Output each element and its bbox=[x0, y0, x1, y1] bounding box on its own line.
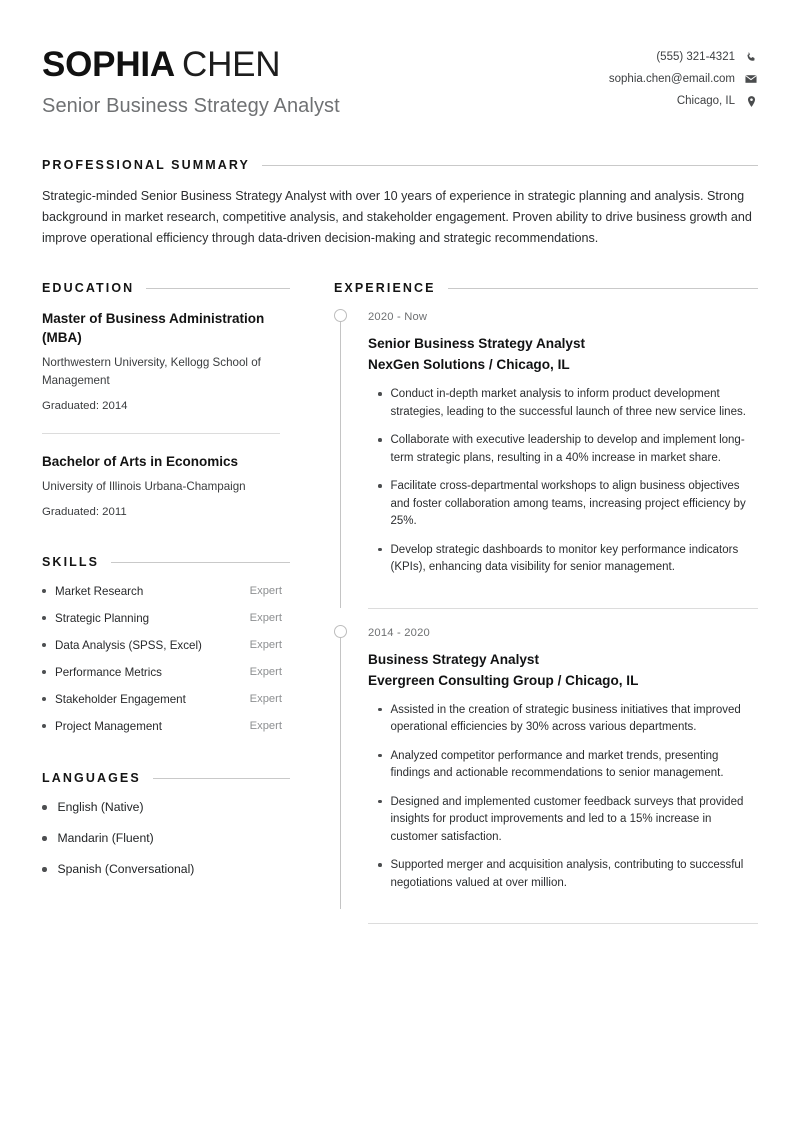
experience-bullet-text: Supported merger and acquisition analysis, contributing to successful negotiations valued at over million. bbox=[390, 859, 744, 889]
experience-bullet bbox=[368, 386, 758, 421]
experience-list bbox=[334, 309, 758, 924]
language-name: Mandarin (Fluent) bbox=[57, 831, 154, 845]
experience-divider bbox=[368, 923, 758, 924]
contact-list bbox=[609, 42, 758, 108]
skill-item bbox=[42, 664, 290, 681]
bullet-icon bbox=[42, 697, 46, 701]
skill-item bbox=[42, 583, 290, 600]
bullet-icon bbox=[378, 392, 382, 396]
languages-heading bbox=[42, 771, 290, 785]
first-name: SOPHIA bbox=[42, 45, 175, 84]
experience-bullet-text: Develop strategic dashboards to monitor key performance indicators (KPIs), enhancing data visibility for senior management. bbox=[390, 543, 739, 573]
skill-name: Stakeholder Engagement bbox=[55, 693, 186, 706]
experience-bullet-text: Analyzed competitor performance and market trends, presenting findings and actionable recommendations to senior management. bbox=[390, 749, 724, 779]
bullet-icon bbox=[378, 548, 382, 552]
education-heading bbox=[42, 281, 290, 295]
language-name: Spanish (Conversational) bbox=[57, 862, 195, 876]
summary-heading-label: PROFESSIONAL SUMMARY bbox=[42, 158, 250, 172]
contact-email[interactable] bbox=[609, 72, 758, 86]
heading-rule bbox=[262, 165, 758, 166]
experience-bullet-text: Collaborate with executive leadership to develop and implement long-term strategic plans, resulting in a 40% increase in market share. bbox=[390, 434, 745, 464]
experience-bullet-text: Conduct in-depth market analysis to inform product development strategies, leading to the successful launch of three new service lines. bbox=[390, 388, 746, 418]
sidebar-column bbox=[42, 281, 290, 892]
experience-company: NexGen Solutions / Chicago, IL bbox=[368, 357, 570, 372]
experience-role: Senior Business Strategy Analyst bbox=[368, 336, 586, 351]
skill-level: Expert bbox=[249, 639, 282, 651]
last-name: CHEN bbox=[182, 45, 281, 84]
experience-role: Business Strategy Analyst bbox=[368, 651, 539, 667]
experience-bullets bbox=[368, 386, 758, 577]
skill-name: Strategic Planning bbox=[55, 612, 150, 625]
envelope-icon bbox=[744, 72, 758, 86]
language-item bbox=[42, 830, 290, 847]
heading-rule bbox=[146, 288, 290, 289]
bullet-icon bbox=[42, 589, 46, 593]
skills-section bbox=[42, 555, 290, 735]
summary-heading bbox=[42, 158, 758, 172]
body-columns bbox=[42, 281, 758, 940]
bullet-icon bbox=[378, 708, 382, 712]
timeline-line bbox=[340, 632, 341, 910]
education-graduated: Graduated: 2011 bbox=[42, 506, 127, 518]
contact-phone[interactable] bbox=[656, 50, 758, 64]
full-name bbox=[42, 44, 340, 86]
experience-bullet bbox=[368, 432, 758, 467]
education-graduated: Graduated: 2014 bbox=[42, 400, 128, 412]
languages-section bbox=[42, 771, 290, 878]
experience-bullet-text: Facilitate cross-departmental workshops to align business objectives and foster collaboration among teams, increasing project efficiency by 25%. bbox=[390, 480, 746, 527]
education-school: Northwestern University, Kellogg School of Management bbox=[42, 356, 261, 387]
timeline-marker-icon bbox=[334, 625, 347, 638]
language-item bbox=[42, 799, 290, 816]
experience-dates: 2020 - Now bbox=[368, 311, 428, 323]
experience-company: Evergreen Consulting Group / Chicago, IL bbox=[368, 672, 639, 688]
skill-level: Expert bbox=[249, 612, 282, 624]
skill-name: Performance Metrics bbox=[55, 666, 162, 679]
skill-item bbox=[42, 691, 290, 708]
map-pin-icon bbox=[744, 94, 758, 108]
summary-section bbox=[42, 158, 758, 249]
education-item bbox=[42, 309, 290, 415]
contact-location bbox=[677, 94, 758, 108]
education-school: University of Illinois Urbana-Champaign bbox=[42, 480, 246, 493]
timeline-marker-icon bbox=[334, 309, 347, 322]
experience-bullet-text: Assisted in the creation of strategic business initiatives that improved operational efficiencies by 30% across various departments. bbox=[390, 703, 741, 733]
experience-heading bbox=[334, 281, 758, 295]
education-divider bbox=[42, 433, 280, 434]
bullet-icon bbox=[42, 836, 47, 841]
bullet-icon bbox=[42, 724, 46, 728]
skill-item bbox=[42, 610, 290, 627]
experience-bullet bbox=[368, 857, 758, 892]
summary-text: Strategic-minded Senior Business Strategy Analyst with over 10 years of experience in strategic planning and analysis. Strong background in market research, competitive analysis, and stakeholder engagement. Proven ability to drive business growth and improve operational efficiency through data-driven decision-making and strategic recommendations. bbox=[42, 189, 752, 245]
skill-name: Data Analysis (SPSS, Excel) bbox=[55, 639, 202, 652]
bullet-icon bbox=[378, 863, 382, 867]
experience-bullet bbox=[368, 542, 758, 577]
experience-bullet-text: Designed and implemented customer feedback surveys that provided insights for product improvements and led to a 15% increase in customer satisfaction. bbox=[390, 795, 744, 843]
experience-bullet bbox=[368, 478, 758, 531]
experience-item bbox=[334, 309, 758, 594]
skill-level: Expert bbox=[249, 666, 282, 678]
education-degree: Master of Business Administration (MBA) bbox=[42, 311, 265, 345]
heading-rule bbox=[448, 288, 758, 289]
contact-email-value: sophia.chen@email.com bbox=[608, 73, 735, 85]
experience-column bbox=[290, 281, 758, 940]
bullet-icon bbox=[42, 805, 47, 810]
experience-heading-label: EXPERIENCE bbox=[334, 281, 436, 295]
skills-heading-label: SKILLS bbox=[42, 555, 100, 569]
language-name: English (Native) bbox=[57, 800, 144, 814]
education-item bbox=[42, 452, 290, 521]
contact-location-value: Chicago, IL bbox=[676, 95, 735, 107]
skill-level: Expert bbox=[249, 720, 282, 732]
experience-item bbox=[334, 625, 758, 910]
skill-name: Project Management bbox=[55, 720, 162, 733]
contact-phone-value: (555) 321-4321 bbox=[656, 51, 735, 63]
heading-rule bbox=[111, 562, 290, 563]
experience-bullet bbox=[368, 794, 758, 847]
education-degree: Bachelor of Arts in Economics bbox=[42, 454, 239, 469]
timeline-line bbox=[340, 316, 341, 608]
resume-header bbox=[42, 36, 758, 120]
bullet-icon bbox=[42, 670, 46, 674]
skills-heading bbox=[42, 555, 290, 569]
education-section bbox=[42, 281, 290, 521]
skill-name: Market Research bbox=[55, 585, 144, 598]
skill-level: Expert bbox=[249, 693, 282, 705]
education-heading-label: EDUCATION bbox=[42, 281, 135, 295]
phone-icon bbox=[744, 50, 758, 64]
experience-dates: 2014 - 2020 bbox=[368, 626, 430, 639]
bullet-icon bbox=[378, 484, 382, 488]
experience-bullet bbox=[368, 748, 758, 783]
languages-heading-label: LANGUAGES bbox=[42, 771, 141, 785]
bullet-icon bbox=[42, 643, 46, 647]
bullet-icon bbox=[42, 867, 47, 872]
experience-bullets bbox=[368, 702, 758, 893]
skill-item bbox=[42, 718, 290, 735]
bullet-icon bbox=[378, 800, 382, 804]
skill-level: Expert bbox=[249, 585, 282, 597]
bullet-icon bbox=[378, 438, 382, 442]
bullet-icon bbox=[42, 616, 46, 620]
bullet-icon bbox=[378, 754, 382, 758]
language-item bbox=[42, 861, 290, 878]
experience-divider bbox=[368, 608, 758, 609]
experience-bullet bbox=[368, 702, 758, 737]
heading-rule bbox=[153, 778, 290, 779]
skill-item bbox=[42, 637, 290, 654]
identity-block bbox=[42, 42, 340, 120]
job-title: Senior Business Strategy Analyst bbox=[42, 95, 340, 117]
